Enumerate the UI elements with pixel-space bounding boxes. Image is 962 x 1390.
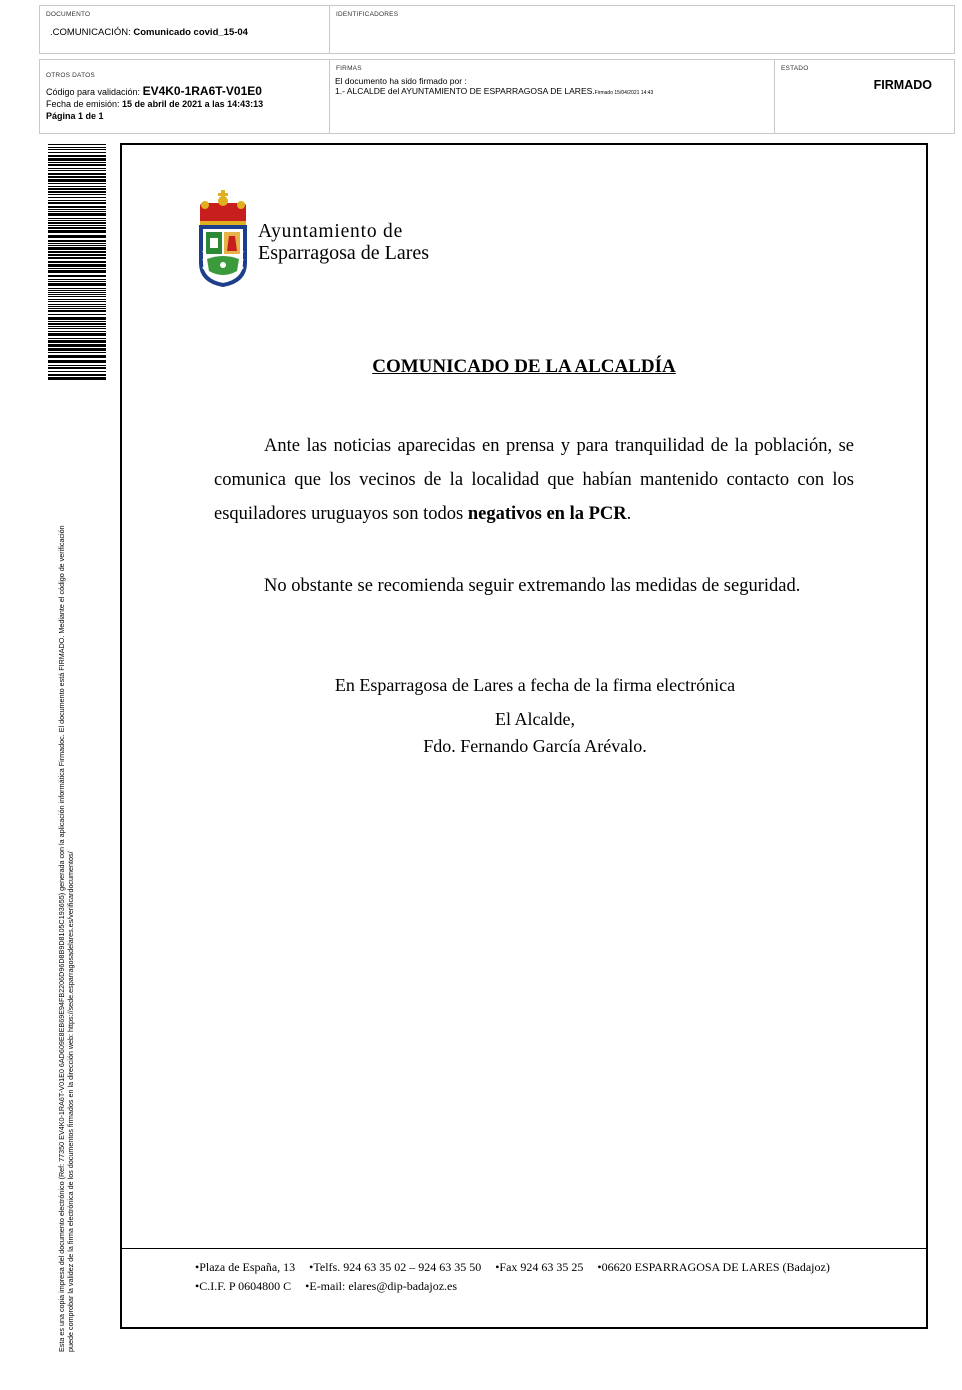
barcode-bar bbox=[48, 268, 106, 269]
document-page bbox=[120, 143, 928, 1329]
documento-cell bbox=[39, 5, 330, 54]
closing-place: En Esparragosa de Lares a fecha de la firma electrónica bbox=[334, 675, 736, 695]
barcode-bar bbox=[48, 323, 106, 325]
coat-of-arms-icon bbox=[197, 189, 249, 287]
barcode-bar bbox=[48, 240, 106, 242]
identificadores-caption: IDENTIFICADORES bbox=[336, 11, 399, 18]
barcode-bar bbox=[48, 218, 106, 219]
barcode-bar bbox=[48, 168, 106, 169]
barcode bbox=[48, 144, 106, 380]
barcode-bar bbox=[48, 314, 106, 315]
barcode-bar bbox=[48, 251, 106, 253]
verification-side-text bbox=[57, 382, 75, 1352]
barcode-bar bbox=[48, 355, 106, 358]
firmas-cell bbox=[329, 59, 775, 134]
barcode-bar bbox=[48, 183, 106, 184]
barcode-bar bbox=[48, 200, 106, 201]
barcode-bar bbox=[48, 333, 106, 336]
barcode-bar bbox=[48, 340, 106, 343]
barcode-bar bbox=[48, 257, 106, 259]
documento-name: Comunicado covid_15-04 bbox=[133, 27, 248, 38]
footer-fax: •Fax 924 63 35 25 bbox=[495, 1260, 584, 1274]
footer-line2 bbox=[195, 1279, 471, 1294]
barcode-bar bbox=[48, 317, 106, 320]
barcode-bar bbox=[48, 254, 106, 256]
barcode-bar bbox=[48, 288, 106, 289]
barcode-bar bbox=[48, 261, 106, 263]
barcode-bar bbox=[48, 283, 106, 286]
barcode-bar bbox=[48, 310, 106, 312]
barcode-bar bbox=[48, 338, 106, 339]
barcode-bar bbox=[48, 377, 106, 380]
barcode-bar bbox=[48, 371, 106, 372]
identificadores-cell bbox=[329, 5, 955, 54]
footer-email: •E-mail: elares@dip-badajoz.es bbox=[305, 1279, 458, 1293]
barcode-bar bbox=[48, 299, 106, 300]
footer-phones: •Telfs. 924 63 35 02 – 924 63 35 50 bbox=[309, 1260, 482, 1274]
paragraph-1-end: . bbox=[626, 504, 632, 524]
barcode-bar bbox=[48, 243, 106, 244]
barcode-bar bbox=[48, 170, 106, 171]
barcode-bar bbox=[48, 230, 106, 233]
barcode-bar bbox=[48, 247, 106, 250]
barcode-bar bbox=[48, 367, 106, 369]
otros-datos-lines bbox=[46, 85, 263, 122]
barcode-bar bbox=[48, 194, 106, 195]
barcode-bar bbox=[48, 344, 106, 347]
barcode-bar bbox=[48, 264, 106, 267]
barcode-bar bbox=[48, 279, 106, 280]
barcode-bar bbox=[48, 301, 106, 302]
barcode-bar bbox=[48, 147, 106, 148]
barcode-bar bbox=[48, 352, 106, 353]
barcode-bar bbox=[48, 331, 106, 332]
barcode-bar bbox=[48, 162, 106, 163]
estado-cell bbox=[774, 59, 955, 134]
barcode-bar bbox=[48, 304, 106, 305]
barcode-bar bbox=[48, 213, 106, 216]
barcode-bar bbox=[48, 306, 106, 307]
firmas-line1: El documento ha sido firmado por : bbox=[335, 76, 467, 86]
barcode-bar bbox=[48, 360, 106, 363]
barcode-bar bbox=[48, 290, 106, 291]
firmas-caption: FIRMAS bbox=[336, 65, 362, 72]
barcode-bar bbox=[48, 152, 106, 153]
barcode-bar bbox=[48, 209, 106, 210]
documento-prefix: .COMUNICACIÓN: bbox=[50, 27, 134, 38]
barcode-bar bbox=[48, 188, 106, 190]
fecha-value: 15 de abril de 2021 a las 14:43:13 bbox=[122, 99, 264, 109]
document-metadata-header bbox=[39, 5, 955, 134]
paragraph-2: No obstante se recomienda seguir extremando las medidas de seguridad. bbox=[264, 576, 801, 596]
closing-name: Fdo. Fernando García Arévalo. bbox=[423, 736, 647, 756]
firmas-lines bbox=[335, 77, 653, 98]
barcode-bar bbox=[48, 270, 106, 273]
firmas-line2-small: Firmado 15/04/2021 14:43 bbox=[594, 89, 654, 96]
barcode-bar bbox=[48, 191, 106, 193]
barcode-bar bbox=[48, 149, 106, 150]
pagina-text: Página 1 de 1 bbox=[46, 111, 104, 121]
letterhead-line1: Ayuntamiento de bbox=[258, 221, 404, 242]
barcode-bar bbox=[48, 186, 106, 187]
barcode-bar bbox=[48, 197, 106, 198]
barcode-bar bbox=[48, 281, 106, 282]
barcode-bar bbox=[48, 155, 106, 157]
barcode-bar bbox=[48, 179, 106, 182]
barcode-bar bbox=[48, 296, 106, 297]
closing-signature bbox=[122, 706, 948, 760]
estado-caption: ESTADO bbox=[781, 65, 809, 72]
codigo-label: Código para validación: bbox=[46, 87, 143, 97]
paragraph-1-bold: negativos en la PCR bbox=[467, 504, 627, 524]
estado-value: FIRMADO bbox=[873, 78, 932, 92]
barcode-bar bbox=[48, 144, 106, 145]
otros-datos-cell bbox=[39, 59, 330, 134]
barcode-bar bbox=[48, 227, 106, 229]
barcode-bar bbox=[48, 222, 106, 224]
barcode-bar bbox=[48, 328, 106, 329]
barcode-bar bbox=[48, 173, 106, 175]
barcode-bar bbox=[48, 245, 106, 246]
barcode-bar bbox=[48, 211, 106, 212]
footer-cif: •C.I.F. P 0604800 C bbox=[195, 1279, 292, 1293]
paragraph-1 bbox=[214, 429, 854, 531]
barcode-bar bbox=[48, 374, 106, 376]
fecha-label: Fecha de emisión: bbox=[46, 99, 123, 109]
otros-datos-caption: OTROS DATOS bbox=[46, 72, 95, 79]
letterhead-line2: Esparragosa de Lares bbox=[258, 242, 430, 264]
firmas-line2: 1.- ALCALDE del AYUNTAMIENTO DE ESPARRAGOSA DE LARES. bbox=[335, 85, 595, 96]
side-text-line1: Esta es una copia impresa del documento electrónico (Ref: 77350 EV4K0-1RA6T-V01E0 6AD609E8EB69E94FB2206D96D8B9D8105C193655) generada con la aplicación informática Firmadoc. El documento está FIRMADO. Mediante el código de verificación bbox=[57, 525, 66, 1352]
paragraph-1-text: Ante las noticias aparecidas en prensa y para tranquilidad de la población, se comunica que los vecinos de la localidad que habían mantenido contacto con los esquiladores uruguayos son todos bbox=[214, 436, 854, 524]
barcode-bar bbox=[48, 235, 106, 238]
barcode-bar bbox=[48, 164, 106, 166]
barcode-bar bbox=[48, 365, 106, 366]
footer-divider bbox=[122, 1248, 926, 1249]
barcode-bar bbox=[48, 220, 106, 221]
barcode-bar bbox=[48, 202, 106, 204]
codigo-value: EV4K0-1RA6T-V01E0 bbox=[142, 84, 262, 98]
footer-city: •06620 ESPARRAGOSA DE LARES (Badajoz) bbox=[597, 1260, 830, 1274]
page-title: COMUNICADO DE LA ALCALDÍA bbox=[372, 356, 676, 377]
barcode-bar bbox=[48, 321, 106, 322]
barcode-bar bbox=[48, 292, 106, 293]
footer-line1 bbox=[195, 1260, 844, 1275]
documento-caption: DOCUMENTO bbox=[46, 11, 91, 18]
footer-address: •Plaza de España, 13 bbox=[195, 1260, 296, 1274]
barcode-bar bbox=[48, 326, 106, 327]
barcode-bar bbox=[48, 158, 106, 161]
barcode-bar bbox=[48, 308, 106, 309]
barcode-bar bbox=[48, 176, 106, 178]
documento-line bbox=[50, 27, 248, 38]
closing-role: El Alcalde, bbox=[495, 709, 575, 729]
barcode-bar bbox=[48, 348, 106, 351]
barcode-bar bbox=[48, 206, 106, 208]
barcode-bar bbox=[48, 275, 106, 277]
barcode-bar bbox=[48, 294, 106, 295]
barcode-bar bbox=[48, 225, 106, 226]
side-text-line2: puede comprobar la validez de la firma electrónica de los documentos firmados en la dirección web: https://sede.esparragosadelares.es/verificardocumentos/ bbox=[66, 851, 75, 1352]
